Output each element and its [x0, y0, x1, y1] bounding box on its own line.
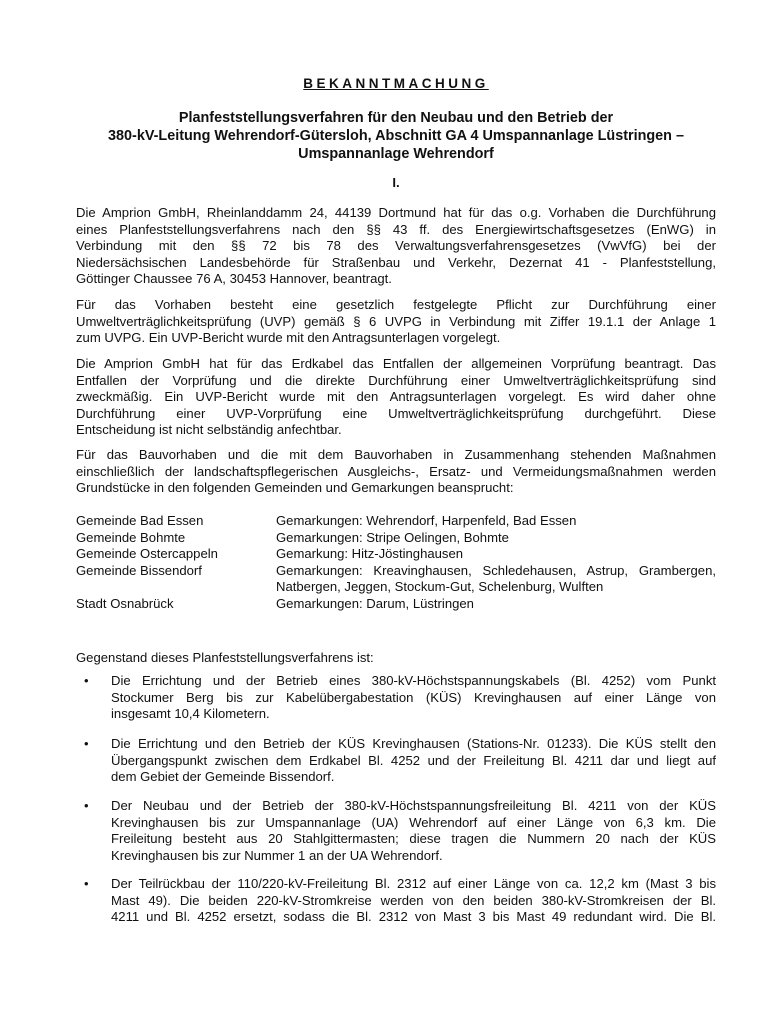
text-line: Für das Bauvorhaben und die mit dem Bauvorhaben in Zusammenhang stehenden Maßnahmen [76, 447, 716, 462]
text-line: eines Planfeststellungsverfahrens nach den §§ 43 ff. des Energiewirtschaftsgesetzes (EnWG) in [76, 221, 716, 237]
document-title [76, 109, 716, 163]
text-line: Entfallen der Vorprüfung und die direkte Durchführung einer Umweltverträglichkeitsprüfung sind [76, 372, 716, 388]
district-list [276, 530, 716, 547]
text-line: Durchführung einer UVP-Vorprüfung eine Umweltverträglichkeitsprüfung durchgeführt. Diese [76, 405, 716, 421]
municipality-row [76, 530, 716, 547]
document-label: BEKANNTMACHUNG [303, 76, 489, 91]
title-line: Umspannanlage Wehrendorf [298, 146, 494, 162]
text-line: Entscheidung ist nicht selbständig anfechtbar. [76, 422, 342, 438]
text-line: Gegenstand dieses Planfeststellungsverfahrens ist: [76, 650, 374, 665]
text-line: Grundstücke in den folgenden Gemeinden und Gemarkungen beansprucht: [76, 480, 514, 496]
text-line: Verbindung mit den §§ 72 bis 78 des Verwaltungsverfahrensgesetzes (VwVfG) bei der [76, 238, 716, 254]
text-line: Übergangspunkt zwischen dem Erdkabel Bl. 4252 und der Freileitung Bl. 4211 dar und liegt auf [111, 752, 716, 768]
text-line: Gemarkungen: Darum, Lüstringen [276, 595, 474, 611]
text-line: Der Teilrückbau der 110/220-kV-Freileitung Bl. 2312 auf einer Länge von ca. 12,2 km (Mast 3 bis [111, 876, 716, 891]
municipality-name: Stadt Osnabrück [76, 595, 174, 611]
text-line: zweckmäßig. Ein UVP-Bericht wurde mit den Antragsunterlagen vorgelegt. Es wird daher ohne [76, 389, 716, 405]
text-line: Niedersächsischen Landesbehörde für Straßenbau und Verkehr, Dezernat 41 - Planfeststellung, [76, 254, 716, 270]
text-line: Krevinghausen bis zur Nummer 1 an der UA Wehrendorf. [111, 847, 443, 863]
bullet-icon: • [84, 798, 89, 813]
municipality-name: Gemeinde Bissendorf [76, 562, 202, 578]
municipality-table [76, 513, 716, 613]
district-list [276, 546, 716, 563]
text-line: Die Amprion GmbH, Rheinlanddamm 24, 44139 Dortmund hat für das o.g. Vorhaben die Durchführung [76, 205, 716, 220]
title-line: Planfeststellungsverfahren für den Neubau und den Betrieb der [178, 110, 614, 126]
text-line: Die Errichtung und den Betrieb der KÜS Krevinghausen (Stations-Nr. 01233). Die KÜS stellt den [111, 736, 716, 751]
list-item-text [111, 876, 716, 926]
municipality-name: Gemeinde Ostercappeln [76, 546, 218, 562]
municipality-row [76, 596, 716, 613]
municipality-name: Gemeinde Bohmte [76, 529, 186, 545]
text-line: Krevinghausen bis zur Umspannanlage (UA) Wehrendorf auf einer Länge von 6,3 km. Die [111, 814, 716, 830]
text-line: Die Amprion GmbH hat für das Erdkabel das Entfallen der allgemeinen Vorprüfung beantragt. Das [76, 356, 716, 371]
list-item-text [111, 736, 716, 786]
subject-intro [76, 650, 716, 667]
text-line: insgesamt 10,4 Kilometern. [111, 706, 270, 722]
text-line: Gemarkungen: Stripe Oelingen, Bohmte [276, 529, 509, 545]
text-line: Göttinger Chaussee 76 A, 30453 Hannover, beantragt. [76, 271, 392, 287]
text-line: Gemarkungen: Kreavinghausen, Schledehausen, Astrup, Grambergen, [276, 562, 716, 578]
bullet-icon: • [84, 736, 89, 751]
text-line: dem Gebiet der Gemeinde Bissendorf. [111, 769, 335, 785]
text-line: Gemarkungen: Wehrendorf, Harpenfeld, Bad Essen [276, 513, 577, 528]
municipality-row [76, 546, 716, 563]
district-list [276, 513, 716, 530]
list-item-text [111, 798, 716, 864]
bullet-icon: • [84, 876, 89, 891]
bullet-icon: • [84, 673, 89, 688]
paragraph-land-use [76, 447, 716, 497]
text-line: Die Errichtung und der Betrieb eines 380-kV-Höchstspannungskabels (Bl. 4252) vom Punkt [111, 673, 716, 688]
district-list [276, 563, 716, 596]
text-line: zum UVPG. Ein UVP-Bericht wurde mit den Antragsunterlagen vorgelegt. [76, 330, 501, 346]
paragraph-preliminary-check [76, 356, 716, 439]
title-line: 380-kV-Leitung Wehrendorf-Gütersloh, Abschnitt GA 4 Umspannanlage Lüstringen – [108, 128, 684, 144]
text-line: 4211 und Bl. 4252 ersetzt, sodass die Bl. 2312 von Mast 3 bis Mast 49 redundant wird. Die Bl. [111, 909, 716, 925]
text-line: Mast 49). Die beiden 220-kV-Stromkreise werden von den beiden 380-kV-Stromkreisen der Bl. [111, 892, 716, 908]
district-list [276, 596, 716, 613]
text-line: Natbergen, Jeggen, Stockum-Gut, Schelenburg, Wulften [276, 579, 604, 595]
municipality-name: Gemeinde Bad Essen [76, 513, 204, 528]
text-line: Freileitung besteht aus 20 Stahlgittermasten; diese tragen die Nummern 20 nach der KÜS [111, 831, 716, 847]
section-number: I. [392, 175, 400, 190]
text-line: Umweltverträglichkeitsprüfung (UVP) gemäß § 6 UVPG in Verbindung mit Ziffer 19.1.1 der Anlage 1 [76, 313, 716, 329]
text-line: einschließlich der landschaftspflegerischen Ausgleichs-, Ersatz- und Vermeidungsmaßnahmen werden [76, 463, 716, 479]
paragraph-uvp-obligation [76, 297, 716, 347]
text-line: Für das Vorhaben besteht eine gesetzlich festgelegte Pflicht zur Durchführung einer [76, 297, 716, 312]
list-item-text [111, 673, 716, 723]
municipality-row [76, 563, 716, 596]
text-line: Gemarkung: Hitz-Jöstinghausen [276, 546, 464, 562]
text-line: Der Neubau und der Betrieb der 380-kV-Höchstspannungsfreileitung Bl. 4211 von der KÜS [111, 798, 716, 813]
paragraph-applicant [76, 205, 716, 288]
text-line: Stockumer Berg bis zur Kabelübergabestation (KÜS) Krevinghausen auf einer Länge von [111, 689, 716, 705]
municipality-row [76, 513, 716, 530]
